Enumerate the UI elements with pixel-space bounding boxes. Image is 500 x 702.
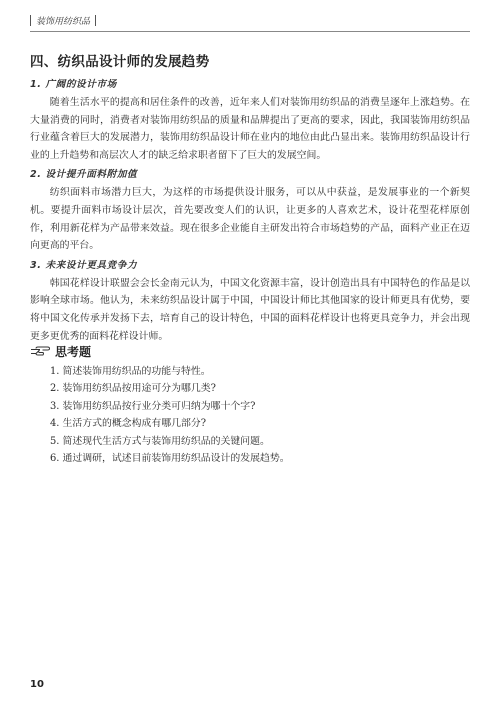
subsection-heading: 2. 设计提升面料附加值 (30, 169, 138, 181)
paragraph (30, 184, 470, 254)
list-item: 2. 装饰用纺织品按用途可分为哪几类? (50, 383, 216, 395)
subsection-heading: 1. 广阔的设计市场 (30, 79, 117, 90)
list-item: 5. 简述现代生活方式与装饰用纺织品的关键问题。 (50, 435, 270, 447)
text-line: 装饰用纺织品设计行业的上升趋势和高层次人才的缺乏给求职者留下了巨大的发展空间。 (30, 132, 470, 161)
text-line: 面料产业正在迈向更高的平台。 (30, 222, 470, 252)
pointing-hand-icon (30, 346, 52, 357)
section-content (30, 50, 470, 347)
subsection-2 (30, 166, 470, 254)
subsection-3 (30, 257, 470, 345)
list-item: 6. 通过调研，试述目前装饰用纺织品设计的发展趋势。 (50, 453, 290, 465)
header-bar-right (95, 15, 96, 26)
paragraph (30, 275, 470, 345)
text-line: 具有优势，要将中国文化传承并发扬下去，培育自己的设计特色，中国的面料花样设计也将更 (30, 295, 470, 324)
text-line: 品是以影响全球市场。他认为，未来纺织品设计属于中国，中国设计师比其他国家的设计师更 (30, 277, 470, 307)
header-rule (30, 31, 470, 32)
questions-title: 思考题 (55, 345, 92, 359)
running-title: 装饰用纺织品 (36, 17, 91, 27)
text-line: 装饰用纺织品行业蕴含着巨大的发展潜力，装饰用纺织品设计师在业内的地位由此凸显出来。 (30, 114, 470, 144)
list-item: 4. 生活方式的概念构成有哪几部分? (50, 418, 207, 430)
subsection-1 (30, 76, 470, 164)
question-list (30, 363, 470, 467)
text-line: 势。在大量消费的同时，消费者对装饰用纺织品的质量和品牌提出了更高的要求，因此，我国 (30, 97, 470, 126)
paragraph (30, 94, 470, 164)
text-line: 韩国花样设计联盟会会长金南元认为，中国文化资源丰富，设计创造出具有中国特色的作 (49, 277, 441, 289)
text-line: 具竞争力，并会出现更多更优秀的面料花样设计师。 (30, 312, 470, 342)
section-title: 四、纺织品设计师的发展趋势 (30, 54, 210, 70)
text-line: 纺织面料市场潜力巨大，为这样的市场提供设计服务，可以从中获益，是发展事业的一个 (49, 187, 450, 199)
subsection-heading: 3. 未来设计更具竞争力 (30, 259, 138, 271)
page-number: 10 (30, 679, 44, 690)
text-line: 花样原创作，利用新花样为产品带来效益。现在很多企业能自主研发出符合市场趋势的产品， (30, 204, 470, 234)
list-item: 1. 简述装饰用纺织品的功能与特性。 (50, 366, 211, 377)
questions-header (30, 343, 470, 360)
questions-box (30, 343, 470, 467)
header-bar-left (30, 15, 31, 26)
text-line: 新契机。要提升面料市场设计层次，首先要改变人们的认识，让更多的人喜欢艺术，设计花型 (30, 187, 470, 216)
text-line: 随着生活水平的提高和居住条件的改善，近年来人们对装饰用纺织品的消费呈逐年上涨趋 (49, 97, 441, 108)
list-item: 3. 装饰用纺织品按行业分类可归纳为哪十个字? (50, 400, 256, 412)
running-head (30, 14, 96, 27)
